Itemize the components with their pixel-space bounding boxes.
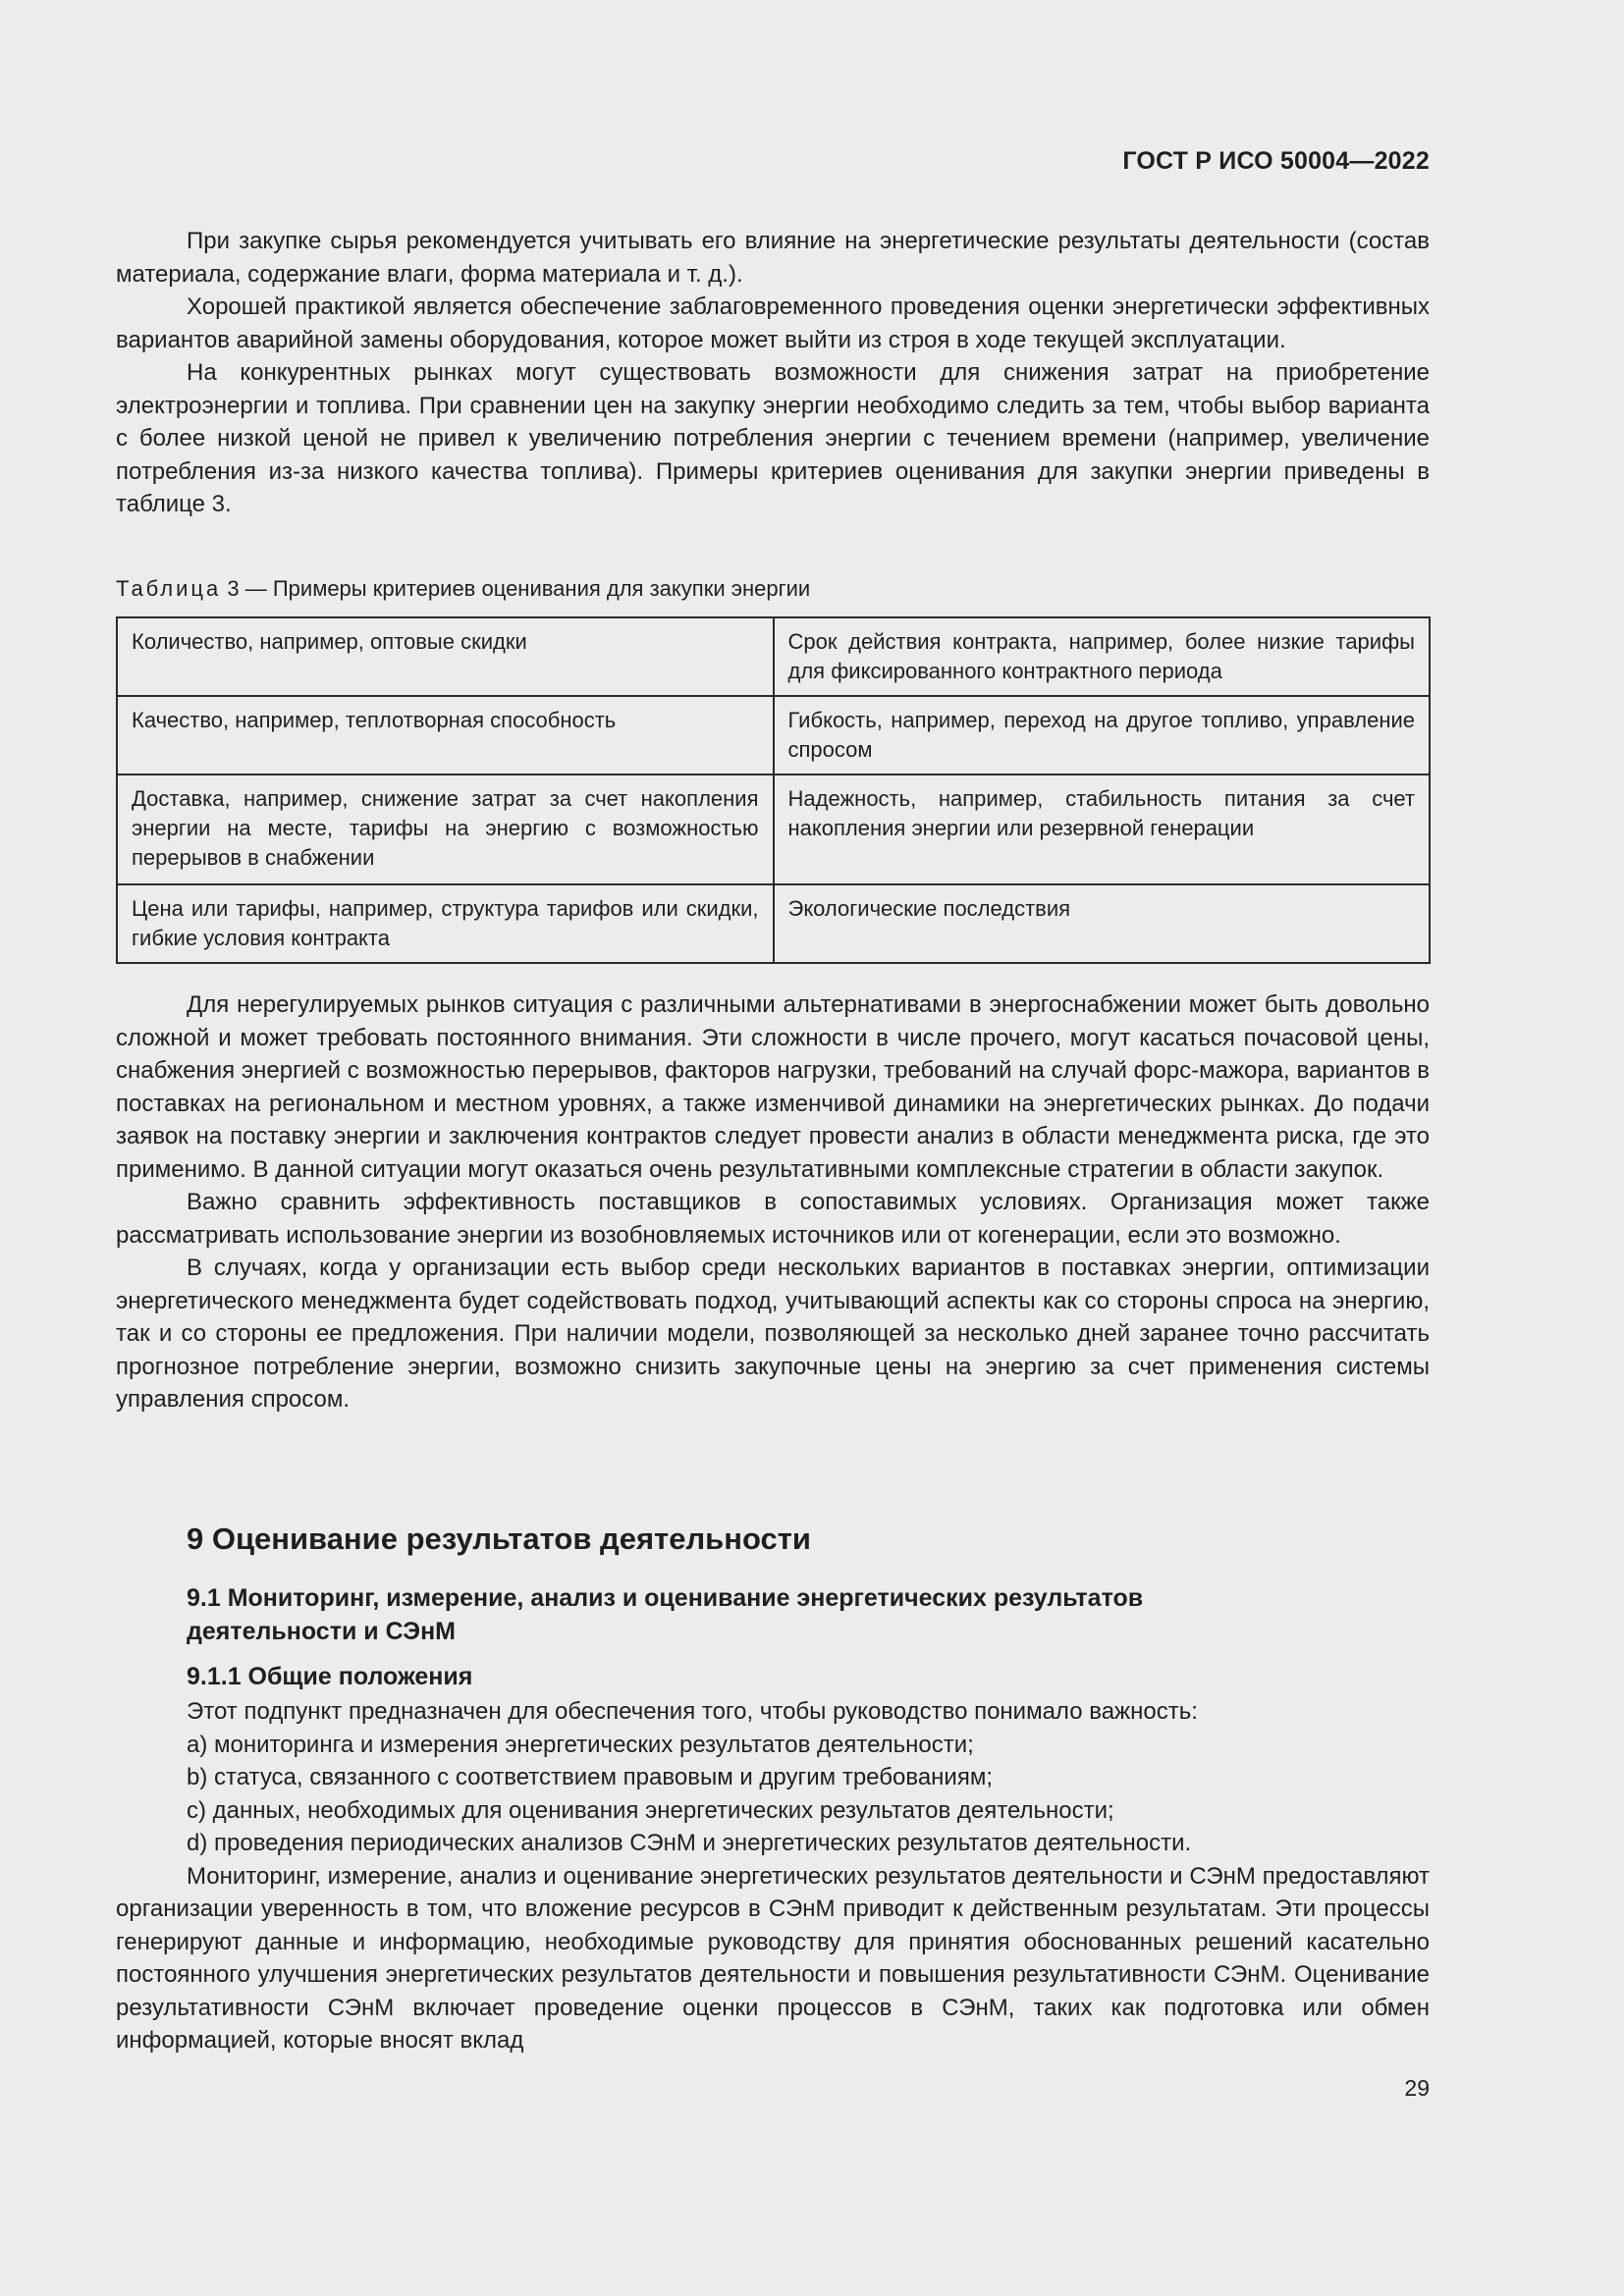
- table-row: [117, 696, 1430, 774]
- table-row: [117, 774, 1430, 884]
- table-cell: Качество, например, теплотворная способность: [117, 696, 774, 774]
- intro-text-block: [116, 225, 1430, 521]
- section-text-block: [116, 1695, 1430, 2057]
- paragraph: Для нерегулируемых рынков ситуация с различными альтернативами в энергоснабжении может быть довольно сложной и может требовать постоянного внимания. Эти сложности в числе прочего, могут касаться почасовой цены, снабжения энергией с возможностью перерывов, факторов нагрузки, требований на случай форс-мажора, вариантов в поставках на региональном и местном уровнях, а также изменчивой динамики на энергетических рынках. До подачи заявок на поставку энергии и заключения контрактов следует провести анализ в области менеджмента риска, где это применимо. В данной ситуации могут оказаться очень результативными комплексные стратегии в области закупок.: [116, 991, 1430, 1183]
- list-item: b) статуса, связанного с соответствием правовым и другим требованиям;: [187, 1764, 994, 1790]
- paragraph: Мониторинг, измерение, анализ и оценивание энергетических результатов деятельности и СЭнМ предоставляют организации уверенность в том, что вложение ресурсов в СЭнМ приводит к действенным результатам. Эти процессы генерируют данные и информацию, необходимые руководству для принятия обоснованных решений касательно постоянного улучшения энергетических результатов деятельности и повышения результативности СЭнМ. Оценивание результативности СЭнМ включает проведение оценки процессов в СЭнМ, таких как подготовка или обмен информацией, которые вносят вклад: [116, 1862, 1430, 2054]
- table-cell: Экологические последствия: [774, 884, 1431, 963]
- paragraph: В случаях, когда у организации есть выбор среди нескольких вариантов в поставках энергии, оптимизации энергетического менеджмента будет содействовать подход, учитывающий аспекты как со стороны спроса на энергию, так и со стороны ее предложения. При наличии модели, позволяющей за несколько дней заранее точно рассчитать прогнозное потребление энергии, возможно снизить закупочные цены на энергию за счет применения системы управления спросом.: [116, 1255, 1430, 1413]
- lead-text: Этот подпункт предназначен для обеспечения того, чтобы руководство понимало важность:: [187, 1698, 1198, 1725]
- list-item: d) проведения периодических анализов СЭнМ и энергетических результатов деятельности.: [187, 1830, 1192, 1856]
- section-heading: 9 Оценивание результатов деятельности: [187, 1522, 811, 1556]
- table-cell: Доставка, например, снижение затрат за счет накопления энергии на месте, тарифы на энергию с возможностью перерывов в снабжении: [117, 774, 774, 884]
- list-item: c) данных, необходимых для оценивания энергетических результатов деятельности;: [187, 1796, 1114, 1824]
- table-caption: [116, 576, 810, 602]
- table-cell: Цена или тарифы, например, структура тарифов или скидки, гибкие условия контракта: [117, 884, 774, 963]
- paragraph: При закупке сырья рекомендуется учитывать его влияние на энергетические результаты деятельности (состав материала, содержание влаги, форма материала и т. д.).: [116, 228, 1430, 288]
- paragraph: Хорошей практикой является обеспечение заблаговременного проведения оценки энергетически эффективных вариантов аварийной замены оборудования, которое может выйти из строя в ходе текущей эксплуатации.: [116, 294, 1430, 353]
- table-caption-text: 3 — Примеры критериев оценивания для закупки энергии: [227, 576, 811, 601]
- document-page: [116, 0, 1430, 2296]
- list-item: a) мониторинга и измерения энергетических результатов деятельности;: [187, 1731, 974, 1758]
- paragraph: Важно сравнить эффективность поставщиков в сопоставимых условиях. Организация может также рассматривать использование энергии из возобновляемых источников или от когенерации, если это возможно.: [116, 1189, 1430, 1249]
- middle-text-block: [116, 988, 1430, 1416]
- table-cell: Срок действия контракта, например, более низкие тарифы для фиксированного контрактного периода: [774, 617, 1431, 696]
- table-row: [117, 617, 1430, 696]
- table-cell: Количество, например, оптовые скидки: [117, 617, 774, 696]
- subsection-heading: 9.1 Мониторинг, измерение, анализ и оценивание энергетических результатов деятельности и СЭнМ: [187, 1584, 1144, 1645]
- paragraph: На конкурентных рынках могут существовать возможности для снижения затрат на приобретение электроэнергии и топлива. При сравнении цен на закупку энергии необходимо следить за тем, чтобы выбор варианта с более низкой ценой не привел к увеличению потребления энергии с течением времени (например, увеличение потребления из-за низкого качества топлива). Примеры критериев оценивания для закупки энергии приведены в таблице 3.: [116, 359, 1430, 517]
- table-row: [117, 884, 1430, 963]
- table-cell: Гибкость, например, переход на другое топливо, управление спросом: [774, 696, 1431, 774]
- page-number: 29: [1404, 2075, 1430, 2101]
- table-caption-label: Таблица: [116, 576, 222, 601]
- document-code-header: ГОСТ Р ИСО 50004—2022: [1122, 147, 1430, 175]
- criteria-table: [116, 616, 1431, 964]
- subsubsection-heading: 9.1.1 Общие положения: [187, 1663, 473, 1690]
- table-cell: Надежность, например, стабильность питания за счет накопления энергии или резервной генерации: [774, 774, 1431, 884]
